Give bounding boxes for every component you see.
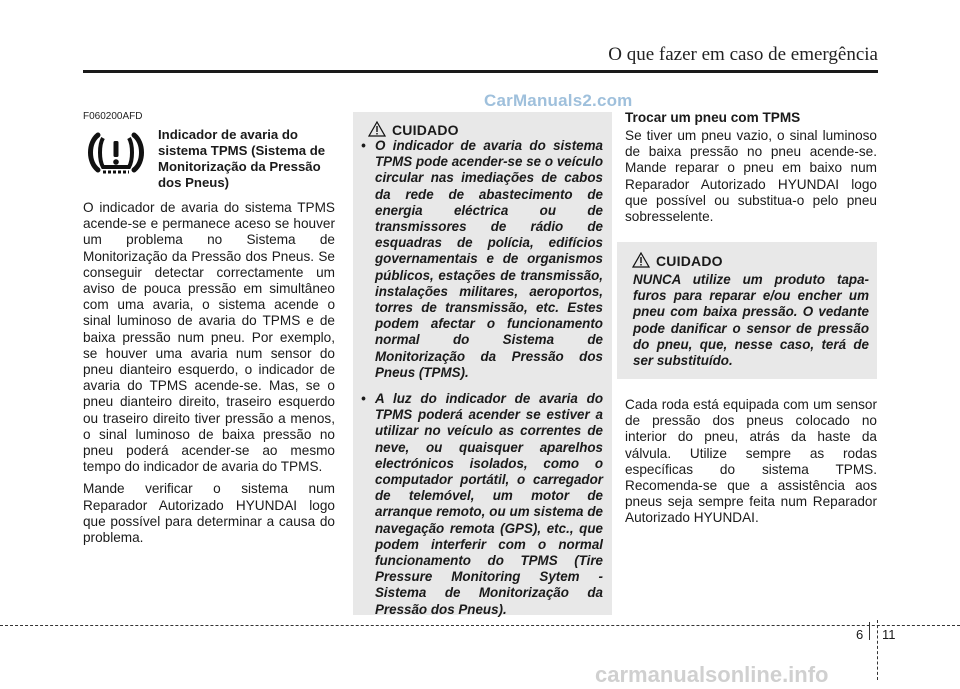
header-rule (83, 70, 878, 73)
warning-triangle-icon (632, 252, 650, 268)
bullet-icon: • (361, 391, 366, 407)
bullet-icon: • (361, 138, 366, 153)
watermark-bottom[interactable]: carmanualsonline.info (595, 662, 829, 687)
tpms-description (83, 200, 335, 552)
footer-divider (0, 625, 960, 626)
tire-change-paragraph-2: Cada roda está equipada com um sensor de pressão dos pneus colocado no interior do pneu, atrás da haste da válvula. Utilize sempre as rodas específicas do sistema TPMS. Recomenda-se que a assistência aos pneus seja sempre feita num Reparador Autorizado HYUNDAI. (625, 397, 877, 526)
paragraph: Mande verificar o sistema num Reparador Autorizado HYUNDAI logo que possível para determinar a causa do problema. (83, 481, 335, 546)
tire-change-paragraph-1: Se tiver um pneu vazio, o sinal luminoso de baixa pressão no pneu acende-se. Mande reparar o pneu em baixo num Reparador Autorizado HYUNDAI logo que possível ou substitua-o pelo pneu sobresselente. (625, 128, 877, 225)
section-code: F060200AFD (83, 111, 143, 122)
caution-box-tpms-interference (353, 112, 612, 615)
chapter-number: 6 (856, 627, 864, 642)
caution-item-text: A luz do indicador de avaria do TPMS poderá acender se estiver a utilizar no veículo as correntes de neve, ou quaisquer aparelhos electrónicos isolados, como o computador portátil, o carregador de telemóvel, um motor de arranque remoto, ou um sistema de navegação remota (GPS), etc., que podem interferir com o normal funcionamento do TPMS (Tire Pressure Monitoring Sytem - Sistema de Monitorização da Pressão dos Pneus). (375, 391, 603, 617)
page-header-title: O que fazer em caso de emergência (608, 44, 878, 65)
caution-box-sealant (617, 242, 877, 379)
caution-item (361, 138, 603, 381)
page-number-separator (869, 622, 870, 640)
footer-vertical-divider (877, 620, 878, 680)
tpms-warning-icon (84, 129, 148, 176)
caution-heading-text: CUIDADO (656, 253, 723, 269)
page-number: 11 (882, 627, 896, 642)
caution-list (361, 138, 603, 628)
warning-triangle-icon (368, 121, 386, 137)
caution-heading (368, 121, 459, 138)
caution-heading (632, 252, 723, 269)
tpms-indicator-title: Indicador de avaria do sistema TPMS (Sistema de Monitorização da Pressão dos Pneus) (158, 127, 326, 190)
paragraph: O indicador de avaria do sistema TPMS acende-se e permanece aceso se houver um problema no Sistema de Monitorização da Pressão dos Pneus. Se conseguir detectar correctamente um aviso de pouca pressão em simultâneo com uma avaria, o sistema acende o sinal luminoso de avaria do TPMS e de baixa pressão num pneu. Por exemplo, se houver uma avaria num sensor do pneu dianteiro esquerdo, o indicador de avaria do TPMS acende-se. Mas, se o pneu dianteiro direito, traseiro esquerdo ou traseiro direito tiver pressão a menos, o sinal luminoso de baixa pressão no pneu poderá acender-se ao mesmo tempo do indicador de avaria do TPMS. (83, 200, 335, 475)
tire-change-heading: Trocar um pneu com TPMS (625, 110, 801, 125)
caution-item-text: O indicador de avaria do sistema TPMS pode acender-se se o veículo circular nas imediações de cabos da rede de abastecimento de energia eléctrica ou de transmissores de rádio de esquadras de polícia, edifícios governamentais e de organismos públicos, estações de transmissão, instalações militares, aeroportos, torres de transmissão, etc. Estes podem afectar o funcionamento normal do Sistema de Monitorização da Pressão dos Pneus (TPMS). (375, 138, 603, 380)
watermark-top[interactable]: CarManuals2.com (484, 91, 633, 110)
caution-text: NUNCA utilize um produto tapa-furos para reparar e/ou encher um pneu com baixa pressão. O vedante pode danificar o sensor de pressão do pneu, que, nesse caso, terá de ser substituído. (633, 272, 869, 369)
caution-item (361, 391, 603, 618)
caution-heading-text: CUIDADO (392, 122, 459, 138)
